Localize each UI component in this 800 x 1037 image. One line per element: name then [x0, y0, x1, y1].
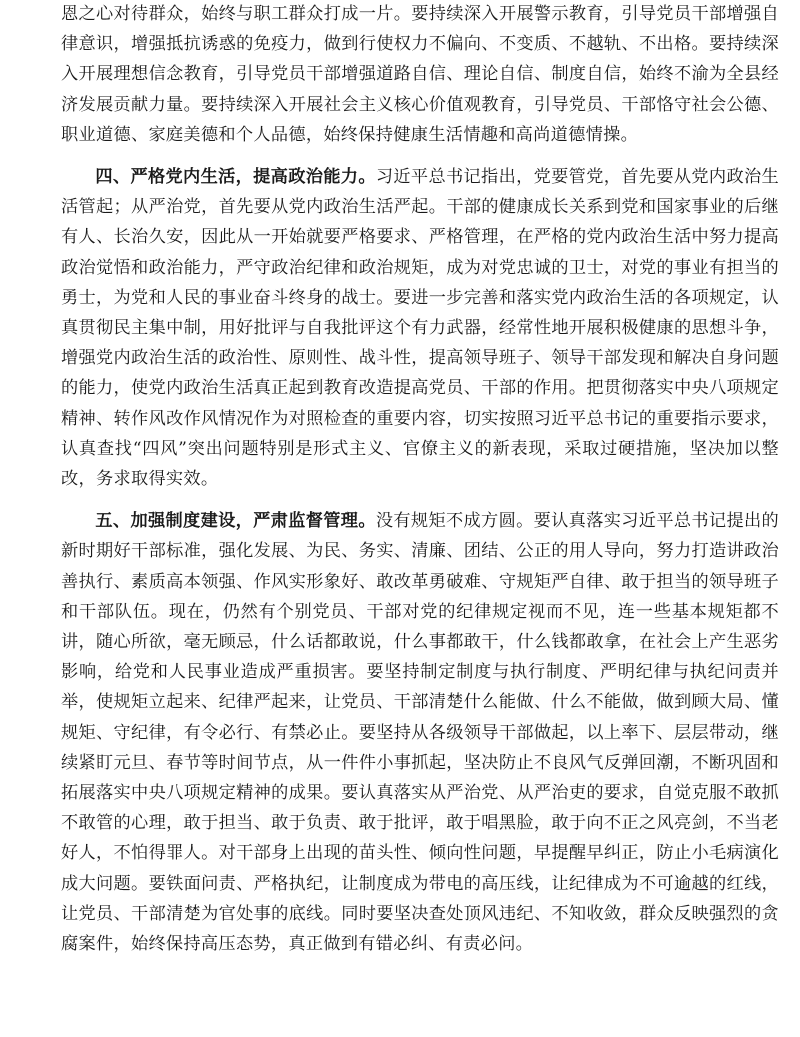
paragraph-gap: [61, 494, 779, 506]
section-5-paragraph: [61, 506, 779, 959]
section-4-body: 习近平总书记指出，党要管党，首先要从党内政治生活管起；从严治党，首先要从党内政治生活严起。干部的健康成长关系到党和国家事业的后继有人、长治久安，因此从一开始就要严格要求、严格管理，在严格的党内政治生活中努力提高政治觉悟和政治能力，严守政治纪律和政治规矩，成为对党忠诚的卫士，对党的事业有担当的勇士，为党和人民的事业奋斗终身的战士。要进一步完善和落实党内政治生活的各项规定，认真贯彻民主集中制，用好批评与自我批评这个有力武器，经常性地开展积极健康的思想斗争，增强党内政治生活的政治性、原则性、战斗性，提高领导班子、领导干部发现和解决自身问题的能力，使党内政治生活真正起到教育改造提高党员、干部的作用。把贯彻落实中央八项规定精神、转作风改作风情况作为对照检查的重要内容，切实按照习近平总书记的重要指示要求，认真查找“四风”突出问题特别是形式主义、官僚主义的新表现，采取过硬措施，坚决加以整改，务求取得实效。: [61, 167, 779, 490]
section-5-body: 没有规矩不成方圆。要认真落实习近平总书记提出的新时期好干部标准，强化发展、为民、务实、清廉、团结、公正的用人导向，努力打造讲政治善执行、素质高本领强、作风实形象好、敢改革勇破难、守规矩严自律、敢于担当的领导班子和干部队伍。现在，仍然有个别党员、干部对党的纪律规定视而不见，连一些基本规矩都不讲，随心所欲，毫无顾忌，什么话都敢说，什么事都敢干，什么钱都敢拿，在社会上产生恶劣影响，给党和人民事业造成严重损害。要坚持制定制度与执行制度、严明纪律与执纪问责并举，使规矩立起来、纪律严起来，让党员、干部清楚什么能做、什么不能做，做到顾大局、懂规矩、守纪律，有令必行、有禁必止。要坚持从各级领导干部做起，以上率下、层层带动，继续紧盯元旦、春节等时间节点，从一件件小事抓起，坚决防止不良风气反弹回潮，不断巩固和拓展落实中央八项规定精神的成果。要认真落实从严治党、从严治吏的要求，自觉克服不敢抓不敢管的心理，敢于担当、敢于负责、敢于批评，敢于唱黑脸，敢于向不正之风亮剑，不当老好人，不怕得罪人。对干部身上出现的苗头性、倾向性问题，早提醒早纠正，防止小毛病演化成大问题。要铁面问责、严格执纪，让制度成为带电的高压线，让纪律成为不可逾越的红线，让党员、干部清楚为官处事的底线。同时要坚决查处顶风违纪、不知收敛，群众反映强烈的贪腐案件，始终保持高压态势，真正做到有错必纠、有责必问。: [61, 511, 779, 955]
paragraph-gap: [61, 150, 779, 162]
section-4-heading: 四、严格党内生活，提高政治能力。: [95, 167, 376, 188]
section-5-heading: 五、加强制度建设，严肃监督管理。: [95, 511, 376, 532]
section-4-paragraph: [61, 162, 779, 494]
continued-paragraph: 恩之心对待群众，始终与职工群众打成一片。要持续深入开展警示教育，引导党员干部增强自律意识，增强抵抗诱惑的免疫力，做到行使权力不偏向、不变质、不越轨、不出格。要持续深入开展理想信念教育，引导党员干部增强道路自信、理论自信、制度自信，始终不渝为全县经济发展贡献力量。要持续深入开展社会主义核心价值观教育，引导党员、干部恪守社会公德、职业道德、家庭美德和个人品德，始终保持健康生活情趣和高尚道德情操。: [61, 4, 779, 145]
document-page: [61, 0, 779, 959]
